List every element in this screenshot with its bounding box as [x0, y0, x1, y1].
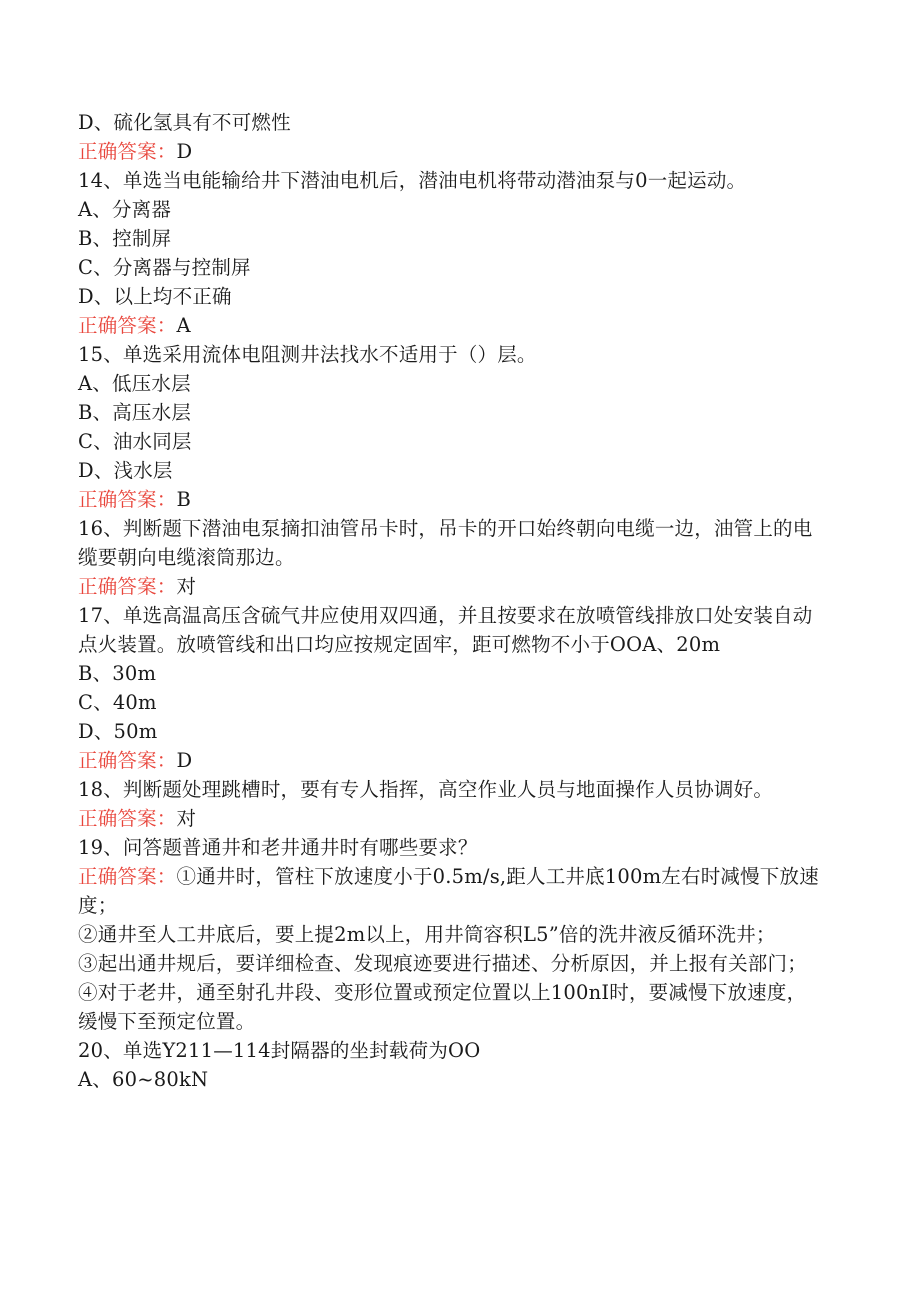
- answer-line: [78, 804, 838, 833]
- answer-line: [78, 746, 838, 775]
- option-line: D、浅水层: [78, 459, 173, 482]
- answer-value: A: [176, 314, 191, 337]
- option-line: B、30m: [78, 662, 157, 685]
- answer-value: B: [176, 488, 192, 511]
- question-line: 20、单选Y211—114封隔器的坐封载荷为OO: [78, 1039, 481, 1062]
- answer-line: [78, 311, 838, 340]
- option-line: A、分离器: [78, 198, 172, 221]
- question-line: 18、判断题处理跳槽时，要有专人指挥，高空作业人员与地面操作人员协调好。: [78, 778, 774, 801]
- answer-value: ①通井时，管柱下放速度小于0.5m/s,距人工井底100m左右时减慢下放速度；: [78, 865, 819, 917]
- answer-label: 正确答案：: [78, 314, 177, 337]
- answer-label: 正确答案：: [78, 140, 177, 163]
- answer-label: 正确答案：: [78, 749, 177, 772]
- question-line: 17、单选高温高压含硫气井应使用双四通，并且按要求在放喷管线排放口处安装自动点火装置。放喷管线和出口均应按规定固牢，距可燃物不小于OOA、20m: [78, 604, 813, 656]
- question-line: 14、单选当电能输给井下潜油电机后，潜油电机将带动潜油泵与0一起运动。: [78, 169, 747, 192]
- option-line: B、控制屏: [78, 227, 172, 250]
- option-line: A、60~80kN: [78, 1068, 209, 1091]
- option-line: D、50m: [78, 720, 158, 743]
- answer-label: 正确答案：: [78, 488, 177, 511]
- option-line: A、低压水层: [78, 372, 191, 395]
- answer-line: [78, 572, 838, 601]
- option-line: D、以上均不正确: [78, 285, 232, 308]
- document-page: [78, 108, 838, 1094]
- answer-continuation: ③起出通井规后，要详细检查、发现痕迹要进行描述、分析原因，并上报有关部门；: [78, 952, 807, 975]
- answer-label: 正确答案：: [78, 807, 177, 830]
- option-line: C、40m: [78, 691, 157, 714]
- answer-continuation: ②通井至人工井底后，要上提2m以上，用井筒容积L5”倍的洗井液反循环洗井；: [78, 923, 776, 946]
- answer-label: 正确答案：: [78, 865, 177, 888]
- option-line: C、油水同层: [78, 430, 192, 453]
- answer-line: [78, 137, 838, 166]
- answer-value: 对: [176, 807, 197, 830]
- option-line: D、硫化氢具有不可燃性: [78, 111, 291, 134]
- question-line: 15、单选采用流体电阻测井法找水不适用于（）层。: [78, 343, 537, 366]
- answer-continuation: ④对于老井，通至射孔井段、变形位置或预定位置以上100nI时，要减慢下放速度，缓慢下至预定位置。: [78, 981, 807, 1033]
- answer-line: [78, 485, 838, 514]
- answer-value: 对: [176, 575, 197, 598]
- answer-value: D: [176, 749, 193, 772]
- question-line: 19、问答题普通井和老井通井时有哪些要求？: [78, 836, 478, 859]
- option-line: B、高压水层: [78, 401, 192, 424]
- answer-line: [78, 862, 823, 920]
- answer-label: 正确答案：: [78, 575, 177, 598]
- question-line: 16、判断题下潜油电泵摘扣油管吊卡时，吊卡的开口始终朝向电缆一边，油管上的电缆要朝向电缆滚筒那边。: [78, 517, 813, 569]
- option-line: C、分离器与控制屏: [78, 256, 251, 279]
- answer-value: D: [176, 140, 193, 163]
